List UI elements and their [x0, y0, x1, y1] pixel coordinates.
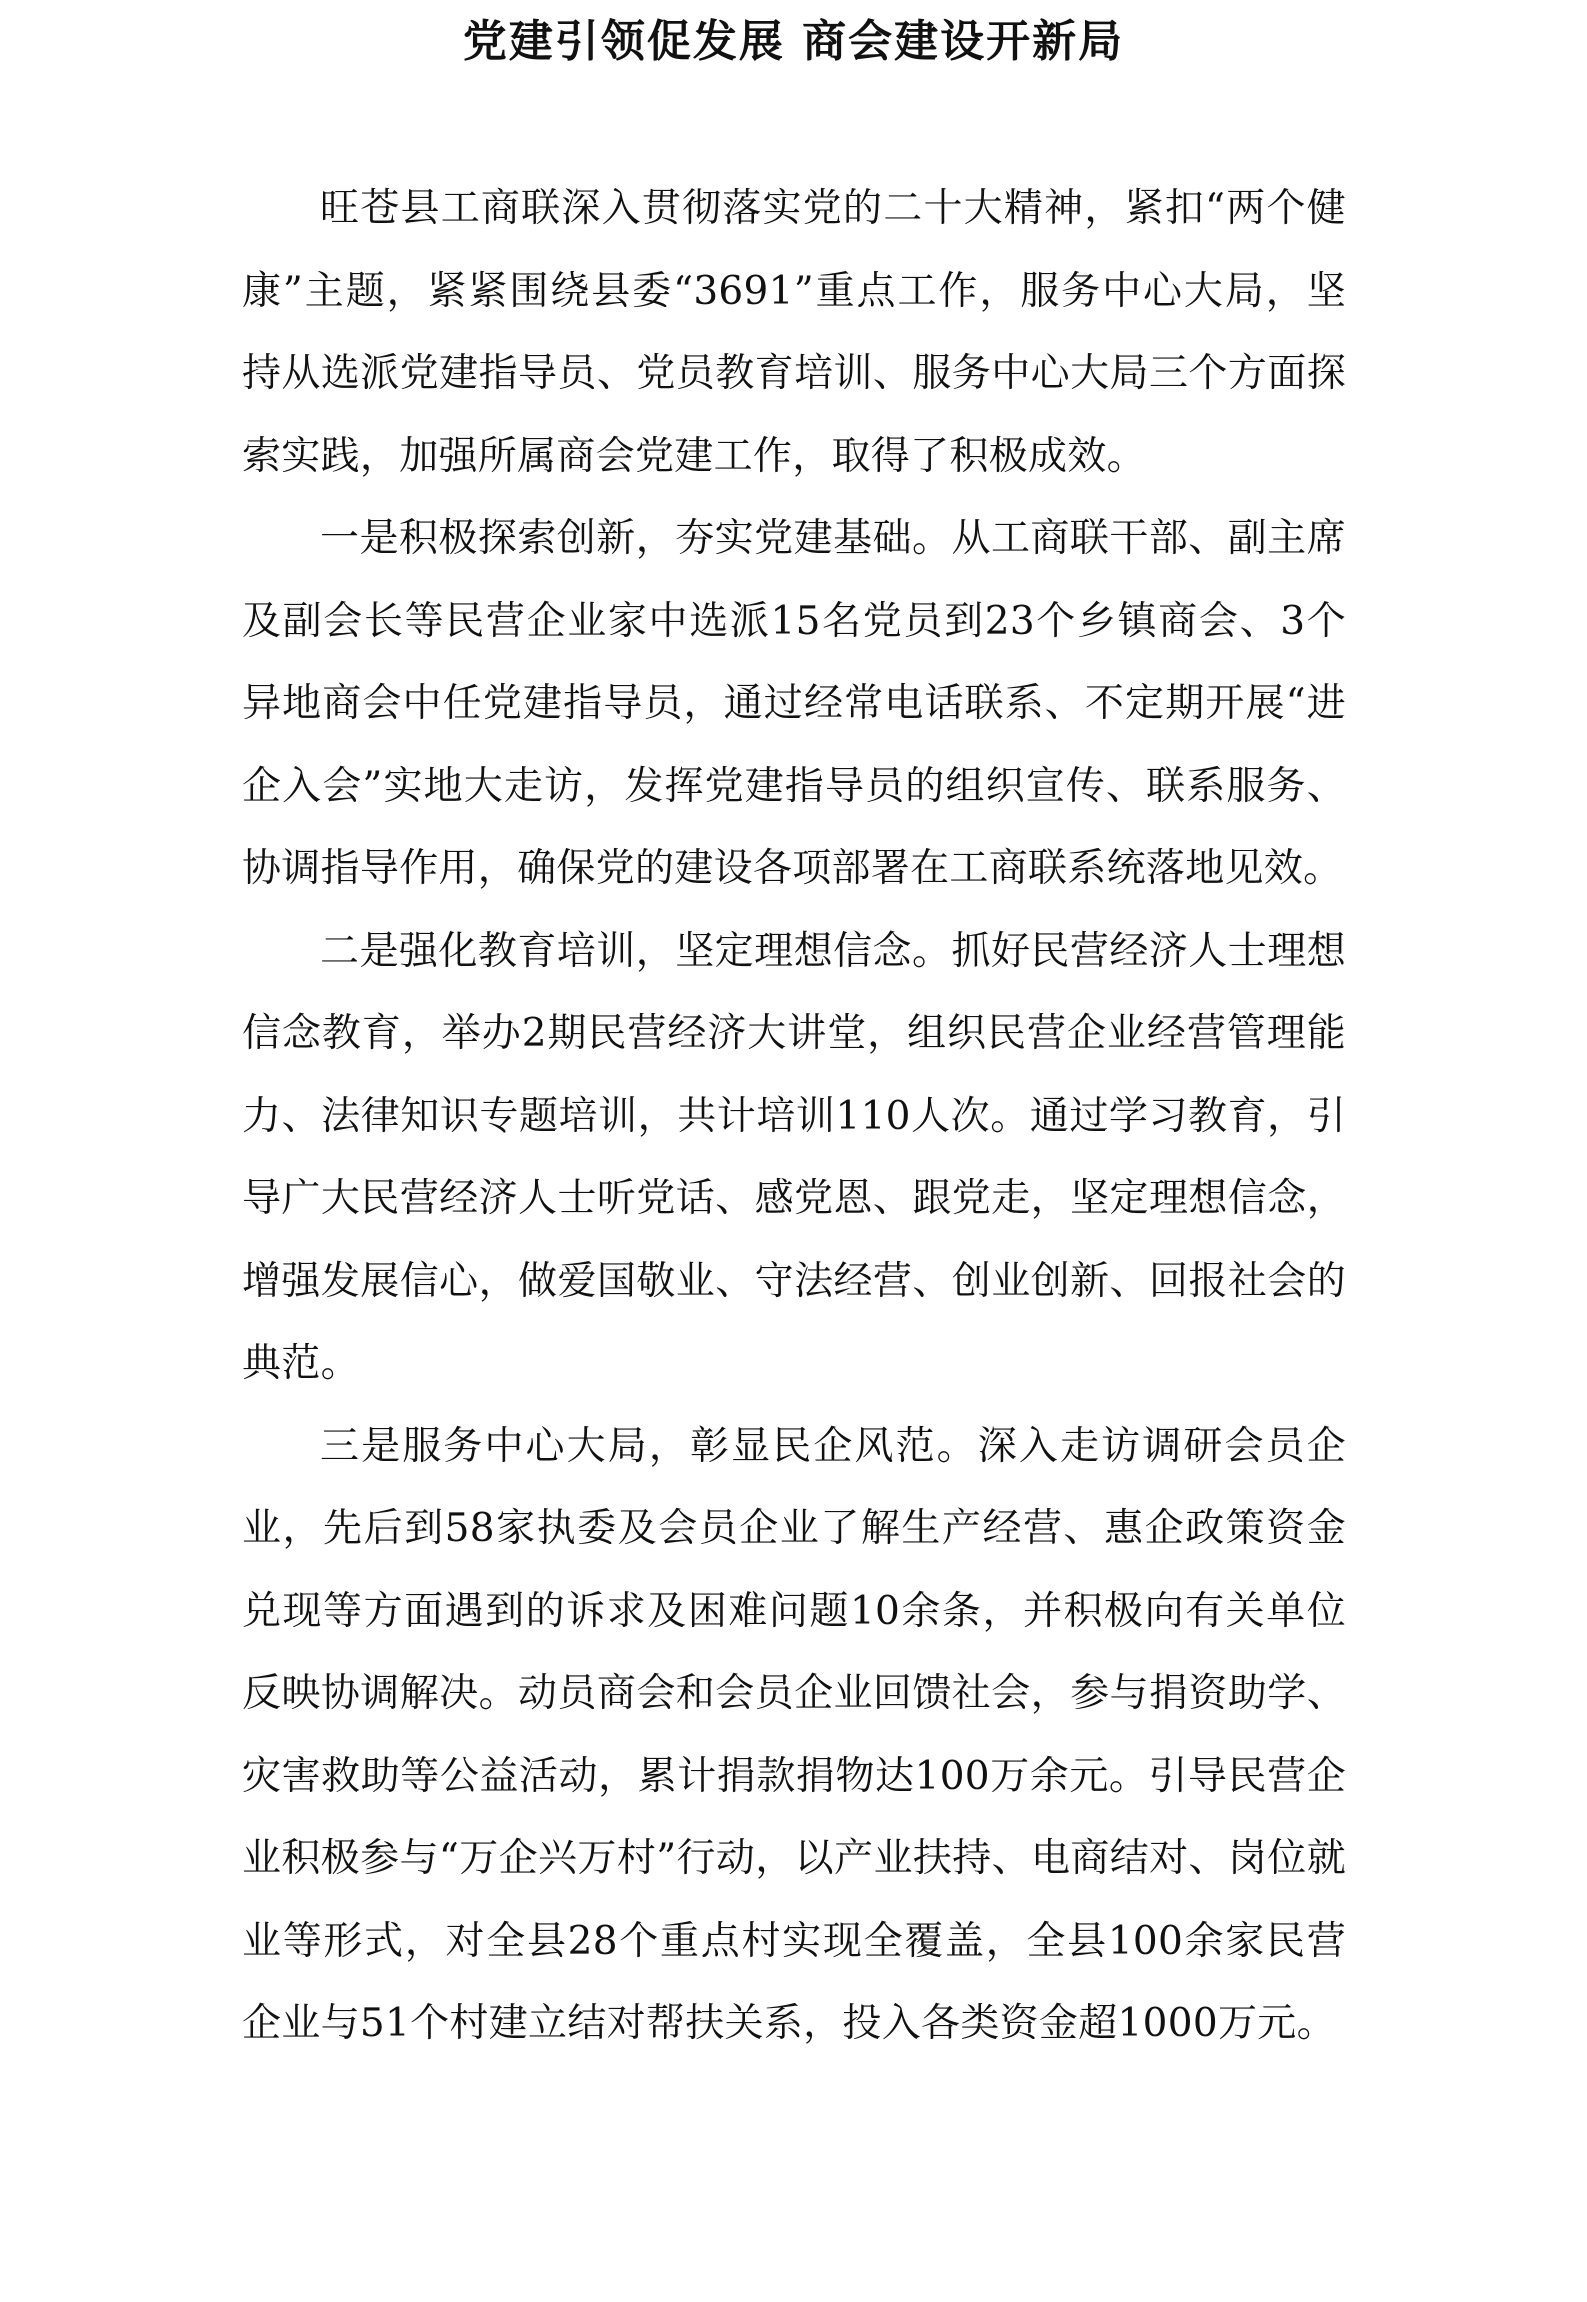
document-title: 党建引领促发展 商会建设开新局	[462, 16, 1125, 67]
paragraph-intro: 旺苍县工商联深入贯彻落实党的二十大精神，紧扣“两个健康”主题，紧紧围绕县委“3691”重点工作，服务中心大局，坚持从选派党建指导员、党员教育培训、服务中心大局三个方面探索实践，加强所属商会党建工作，取得了积极成效。	[242, 186, 1346, 479]
paragraph-point-two: 二是强化教育培训，坚定理想信念。抓好民营经济人士理想信念教育，举办2期民营经济大讲堂，组织民营企业经营管理能力、法律知识专题培训，共计培训110人次。通过学习教育，引导广大民营经济人士听党话、感党恩、跟党走，坚定理想信念，增强发展信心，做爱国敬业、守法经营、创业创新、回报社会的典范。	[242, 928, 1346, 1386]
paragraph-point-one: 一是积极探索创新，夯实党建基础。从工商联干部、副主席及副会长等民营企业家中选派15名党员到23个乡镇商会、3个异地商会中任党建指导员，通过经常电话联系、不定期开展“进企入会”实地大走访，发挥党建指导员的组织宣传、联系服务、协调指导作用，确保党的建设各项部署在工商联系统落地见效。	[242, 516, 1346, 891]
paragraph-point-three: 三是服务中心大局，彰显民企风范。深入走访调研会员企业，先后到58家执委及会员企业了解生产经营、惠企政策资金兑现等方面遇到的诉求及困难问题10余条，并积极向有关单位反映协调解决。动员商会和会员企业回馈社会，参与捐资助学、灾害救助等公益活动，累计捐款捐物达100万余元。引导民营企业积极参与“万企兴万村”行动，以产业扶持、电商结对、岗位就业等形式，对全县28个重点村实现全覆盖，全县100余家民营企业与51个村建立结对帮扶关系，投入各类资金超1000万元。	[242, 1423, 1346, 2046]
document-body	[242, 168, 1346, 2066]
